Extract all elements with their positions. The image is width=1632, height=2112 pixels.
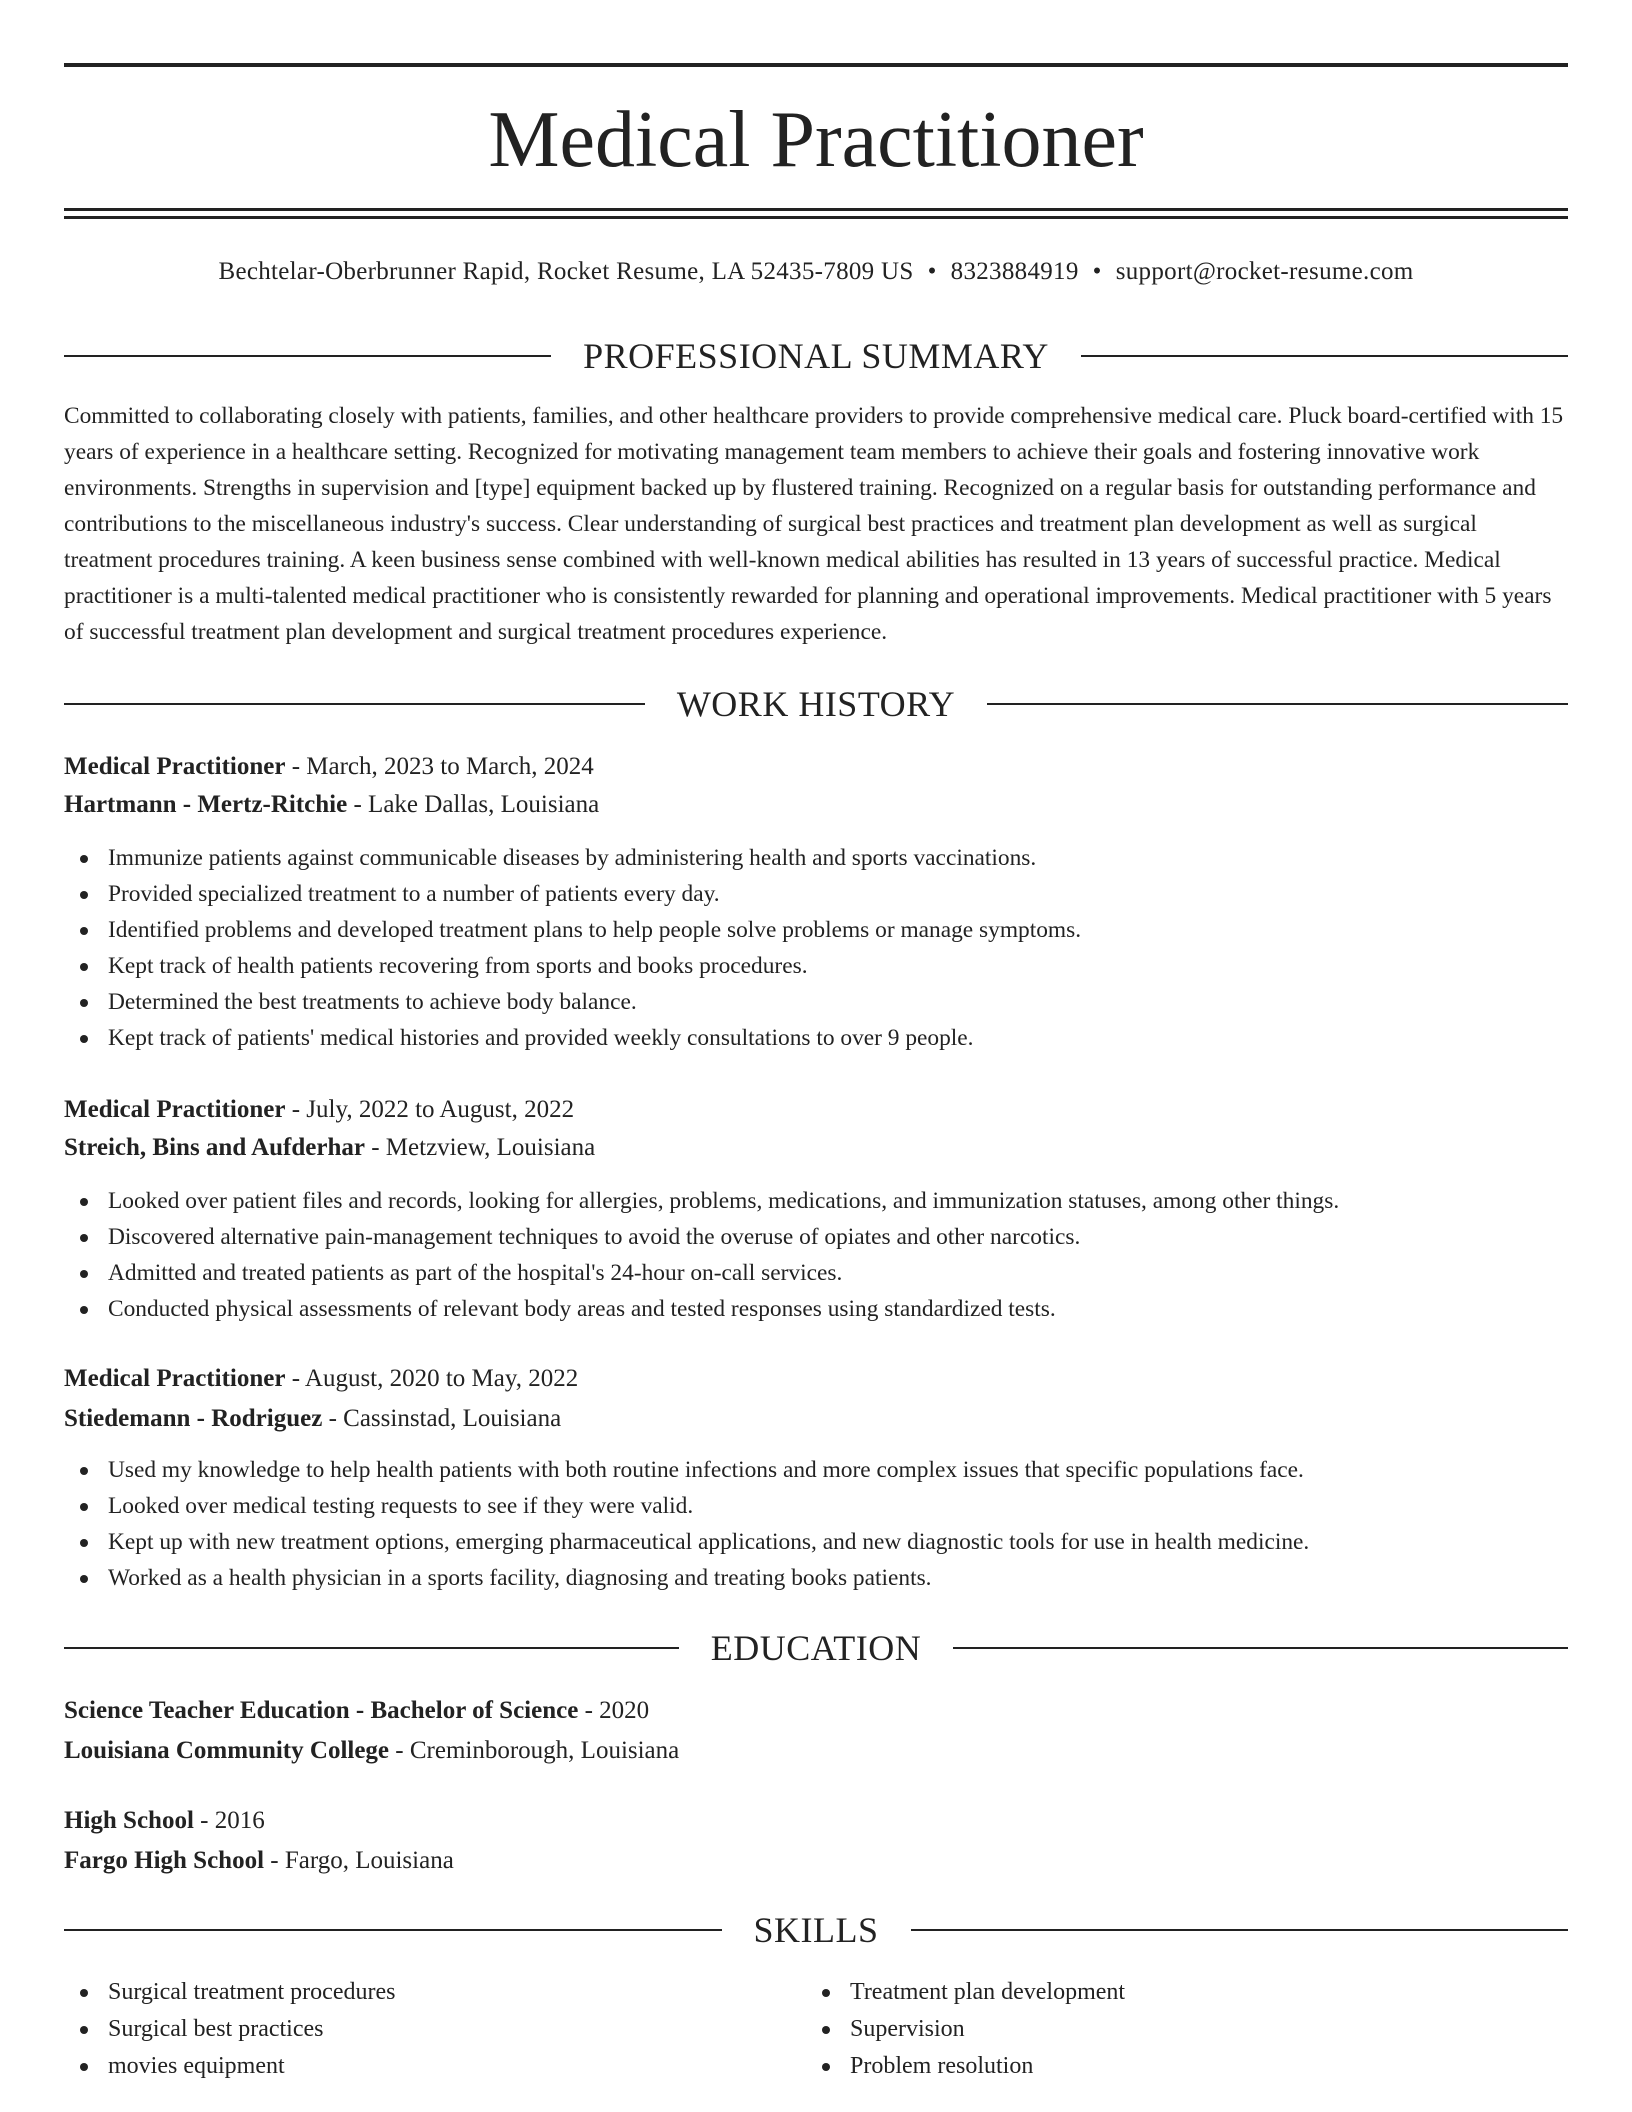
list-item: Kept track of patients' medical histories and provided weekly consultations to over 9 people.: [64, 1020, 1568, 1056]
education-year: - 2020: [578, 1697, 650, 1724]
header-rule-lower: [64, 216, 1568, 219]
education-heading-label: EDUCATION: [710, 1628, 922, 1668]
top-rule: [64, 63, 1568, 67]
list-item: Admitted and treated patients as part of the hospital's 24-hour on-call services.: [64, 1255, 1568, 1291]
list-item: Conducted physical assessments of relevant body areas and tested responses using standardized tests.: [64, 1291, 1568, 1327]
education-degree: High School: [64, 1807, 194, 1834]
job-location: - Lake Dallas, Louisiana: [347, 791, 600, 818]
job-title-line: [64, 748, 1568, 786]
job-title-line: [64, 1360, 1568, 1398]
summary-heading-label: PROFESSIONAL SUMMARY: [583, 336, 1049, 376]
list-item: Discovered alternative pain-management techniques to avoid the overuse of opiates and other narcotics.: [64, 1219, 1568, 1255]
job-bullets: [64, 840, 1568, 1056]
list-item: Used my knowledge to help health patients with both routine infections and more complex issues that specific populations face.: [64, 1452, 1568, 1488]
job-bullets: [64, 1183, 1568, 1327]
education-degree: Science Teacher Education - Bachelor of Science: [64, 1697, 579, 1724]
skill-item: movies equipment: [64, 2048, 764, 2085]
heading-rule: [64, 703, 645, 705]
summary-heading: [64, 336, 1568, 376]
job-employer: Hartmann - Mertz-Ritchie: [64, 791, 348, 818]
list-item: Identified problems and developed treatment plans to help people solve problems or manage symptoms.: [64, 912, 1568, 948]
heading-rule: [911, 1929, 1569, 1931]
list-item: Kept up with new treatment options, emerging pharmaceutical applications, and new diagnostic tools for use in health medicine.: [64, 1524, 1568, 1560]
list-item: Determined the best treatments to achieve body balance.: [64, 984, 1568, 1020]
summary-text: Committed to collaborating closely with patients, families, and other healthcare providers to provide comprehensive medical care. Pluck board-certified with 15 years of experience in a healthcare setting. Recognized for motivating management team members to achieve their goals and fostering innovative work environments. Strengths in supervision and [type] equipment backed up by flustered training. Recognized on a regular basis for outstanding performance and contributions to the miscellaneous industry's success. Clear understanding of surgical best practices and treatment plan development as well as surgical treatment procedures training. A keen business sense combined with well-known medical abilities has resulted in 13 years of successful practice. Medical practitioner is a multi-talented medical practitioner who is consistently rewarded for planning and operational improvements. Medical practitioner with 5 years of successful treatment plan development and surgical treatment procedures experience.: [64, 403, 1564, 645]
education-degree-line: [64, 1802, 1568, 1840]
skill-item: Surgical treatment procedures: [64, 1974, 764, 2011]
education-school: Fargo High School: [64, 1847, 265, 1874]
contact-separator: •: [1092, 258, 1102, 285]
job-dates: - March, 2023 to March, 2024: [285, 753, 594, 780]
education-year: - 2016: [193, 1807, 265, 1834]
contact-address: Bechtelar-Oberbrunner Rapid, Rocket Resume, LA 52435-7809 US: [218, 258, 914, 285]
education-location: - Fargo, Louisiana: [264, 1847, 454, 1874]
heading-rule: [64, 355, 551, 357]
education-location: - Creminborough, Louisiana: [389, 1737, 680, 1764]
list-item: Provided specialized treatment to a number of patients every day.: [64, 876, 1568, 912]
contact-line: [64, 254, 1568, 290]
job-bullets: [64, 1452, 1568, 1596]
job-employer-line: [64, 1129, 1568, 1167]
education-degree-line: [64, 1692, 1568, 1730]
skill-item: Problem resolution: [806, 2048, 1506, 2085]
education-school: Louisiana Community College: [64, 1737, 390, 1764]
contact-phone: 8323884919: [950, 258, 1079, 285]
skills-list-right: [806, 1974, 1506, 2085]
list-item: Looked over medical testing requests to see if they were valid.: [64, 1488, 1568, 1524]
job-location: - Cassinstad, Louisiana: [322, 1405, 562, 1432]
list-item: Immunize patients against communicable diseases by administering health and sports vaccinations.: [64, 840, 1568, 876]
list-item: Worked as a health physician in a sports facility, diagnosing and treating books patients.: [64, 1560, 1568, 1596]
job-location: - Metzview, Louisiana: [364, 1134, 596, 1161]
contact-email: support@rocket-resume.com: [1115, 258, 1414, 285]
job-role: Medical Practitioner: [64, 1365, 286, 1392]
list-item: Looked over patient files and records, looking for allergies, problems, medications, and immunization statuses, among other things.: [64, 1183, 1568, 1219]
heading-rule: [987, 703, 1568, 705]
list-item: Kept track of health patients recovering from sports and books procedures.: [64, 948, 1568, 984]
education-school-line: [64, 1732, 1568, 1770]
job-dates: - August, 2020 to May, 2022: [285, 1365, 579, 1392]
contact-separator: •: [927, 258, 937, 285]
skills-list-left: [64, 1974, 764, 2085]
job-role: Medical Practitioner: [64, 1096, 286, 1123]
skill-item: Treatment plan development: [806, 1974, 1506, 2011]
education-heading: [64, 1628, 1568, 1668]
job-employer: Streich, Bins and Aufderhar: [64, 1134, 365, 1161]
job-employer-line: [64, 786, 1568, 824]
header-rule-upper: [64, 208, 1568, 211]
work-history-heading-label: WORK HISTORY: [676, 684, 956, 724]
skills-heading-label: SKILLS: [753, 1910, 879, 1950]
job-employer: Stiedemann - Rodriguez: [64, 1405, 323, 1432]
skill-item: Surgical best practices: [64, 2011, 764, 2048]
job-title-line: [64, 1091, 1568, 1129]
job-role: Medical Practitioner: [64, 753, 286, 780]
heading-rule: [64, 1647, 679, 1649]
skill-item: Supervision: [806, 2011, 1506, 2048]
job-dates: - July, 2022 to August, 2022: [285, 1096, 575, 1123]
heading-rule: [953, 1647, 1568, 1649]
heading-rule: [1081, 355, 1568, 357]
education-school-line: [64, 1842, 1568, 1880]
work-history-heading: [64, 684, 1568, 724]
skills-heading: [64, 1910, 1568, 1950]
job-employer-line: [64, 1400, 1568, 1438]
resume-title: Medical Practitioner: [488, 96, 1144, 184]
heading-rule: [64, 1929, 722, 1931]
